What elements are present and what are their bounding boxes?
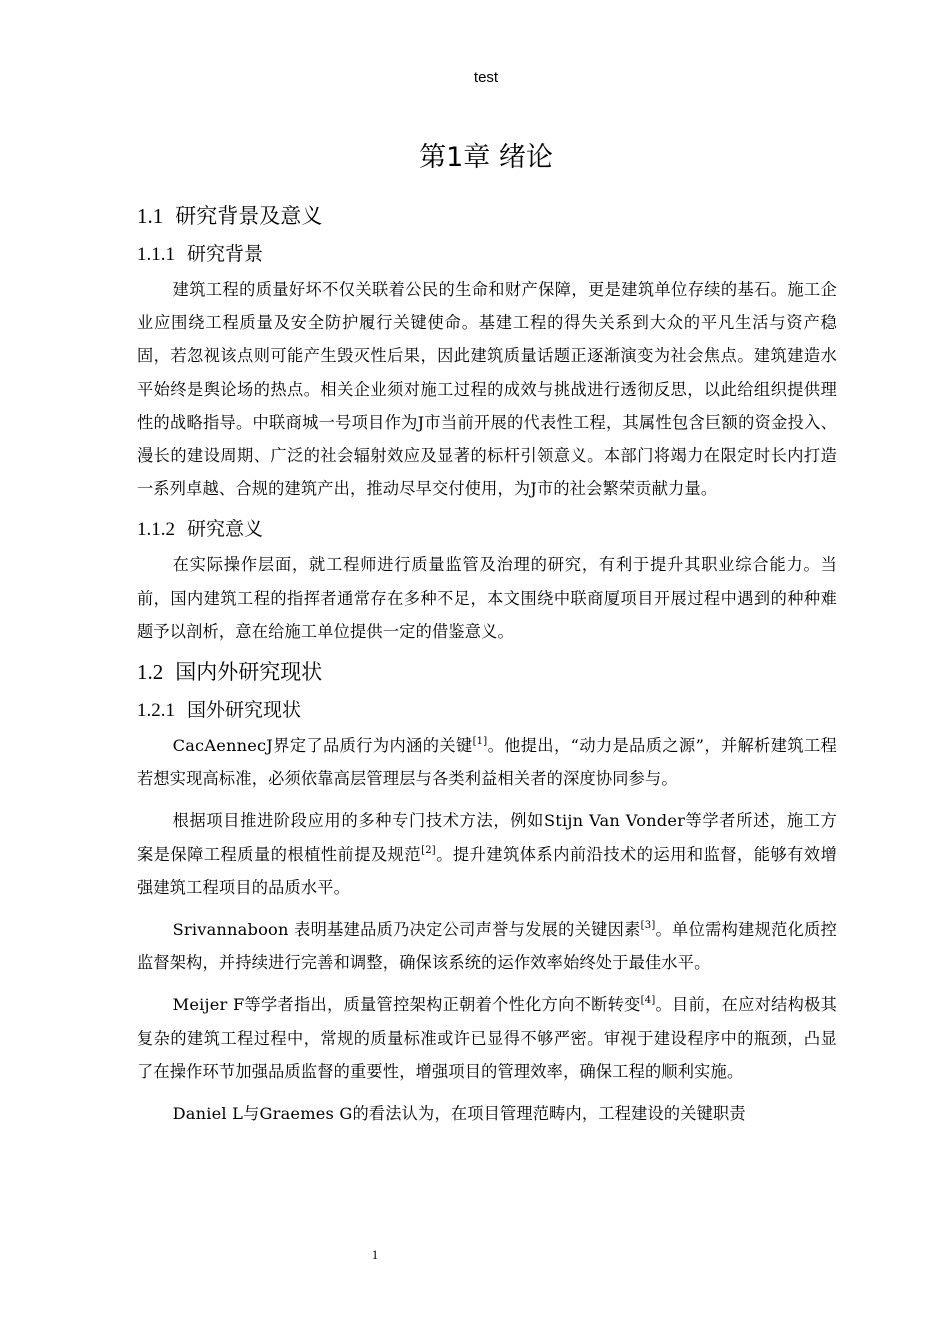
paragraph: 在实际操作层面，就工程师进行质量监管及治理的研究，有利于提升其职业综合能力。当前，国内建筑工程的指挥者通常存在多种不足，本文围绕中联商厦项目开展过程中遇到的种种难题予以剖析，意在给施工单位提供一定的借鉴意义。 [137, 555, 837, 641]
running-header: test [473, 69, 499, 86]
body-content [137, 201, 837, 1139]
paragraph-text: 。单位需构建规范化质控监督架构，并持续进行完善和调整，确保该系统的运作效率始终处于最佳水平。 [137, 920, 837, 973]
section-heading-1-1 [137, 201, 837, 239]
citation-ref: [1] [472, 736, 488, 748]
subsection-number: 1.2.1 [137, 700, 175, 722]
subsection-title: 国外研究现状 [187, 699, 302, 722]
subsection-title: 研究背景 [187, 243, 264, 265]
section-number: 1.1 [137, 204, 164, 228]
subsection-heading-1-1-1 [137, 239, 837, 273]
paragraph: Daniel L与Graemes G的看法认为，在项目管理范畴内，工程建设的关键职责 [172, 1104, 746, 1124]
paragraph-with-citation [137, 913, 837, 979]
paragraph-text: 。他提出，“动力是品质之源”，并解析建筑工程若想实现高标准，必须依靠高层管理层与各类利益相关者的深度协同参与。 [137, 736, 838, 789]
subsection-title: 研究意义 [187, 518, 264, 541]
paragraph-text: 。提升建筑体系内前沿技术的运用和监督，能够有效增强建筑工程项目的品质水平。 [137, 844, 837, 897]
section-title: 国内外研究现状 [175, 660, 323, 685]
paragraph-text: Meijer F等学者指出，质量管控架构正朝着个性化方向不断转变 [172, 995, 641, 1015]
paragraph-text: 。目前，在应对结构极其复杂的建筑工程过程中，常规的质量标准或许已显得不够严密。审视于建设程序中的瓶颈，凸显了在操作环节加强品质监督的重要性，增强项目的管理效率，确保工程的顺利实施。 [137, 995, 837, 1081]
paragraph-text: CacAennecJ界定了品质行为内涵的关键 [172, 736, 473, 756]
paragraph-text: Srivannaboon 表明基建品质乃决定公司声誉与发展的关键因素 [172, 920, 641, 940]
paragraph-with-citation [137, 988, 837, 1088]
paragraph-with-citation [137, 729, 837, 795]
section-number: 1.2 [137, 660, 164, 685]
page-number: 1 [371, 1247, 379, 1262]
citation-ref: [3] [640, 920, 656, 932]
citation-ref: [4] [640, 995, 656, 1007]
paragraph-text: 根据项目推进阶段应用的多种专门技术方法，例如Stijn Van Vonder等学者所述，施工方案是保障工程质量的根植性前提及规范 [137, 811, 837, 864]
subsection-number: 1.1.2 [137, 519, 175, 541]
citation-ref: [2] [421, 844, 436, 856]
section-heading-1-2 [137, 657, 837, 695]
section-title: 研究背景及意义 [175, 204, 323, 228]
subsection-heading-1-2-1 [137, 695, 837, 729]
paragraph-with-citation [137, 804, 837, 904]
paragraph: 建筑工程的质量好坏不仅关联着公民的生命和财产保障，更是建筑单位存续的基石。施工企业应围绕工程质量及安全防护履行关键使命。基建工程的得失关系到大众的平凡生活与资产稳固，若忽视该点则可能产生毁灭性后果，因此建筑质量话题正逐渐演变为社会焦点。建筑建造水平始终是舆论场的热点。相关企业须对施工过程的成效与挑战进行透彻反思，以此给组织提供理性的战略指导。中联商城一号项目作为J市当前开展的代表性工程，其属性包含巨额的资金投入、漫长的建设周期、广泛的社会辐射效应及显著的标杆引领意义。本部门将竭力在限定时长内打造一系列卓越、合规的建筑产出，推动尽早交付使用，为J市的社会繁荣贡献力量。 [137, 280, 837, 499]
subsection-number: 1.1.1 [137, 244, 175, 265]
subsection-heading-1-1-2 [137, 514, 837, 548]
chapter-title: 第1章 绪论 [419, 142, 553, 174]
